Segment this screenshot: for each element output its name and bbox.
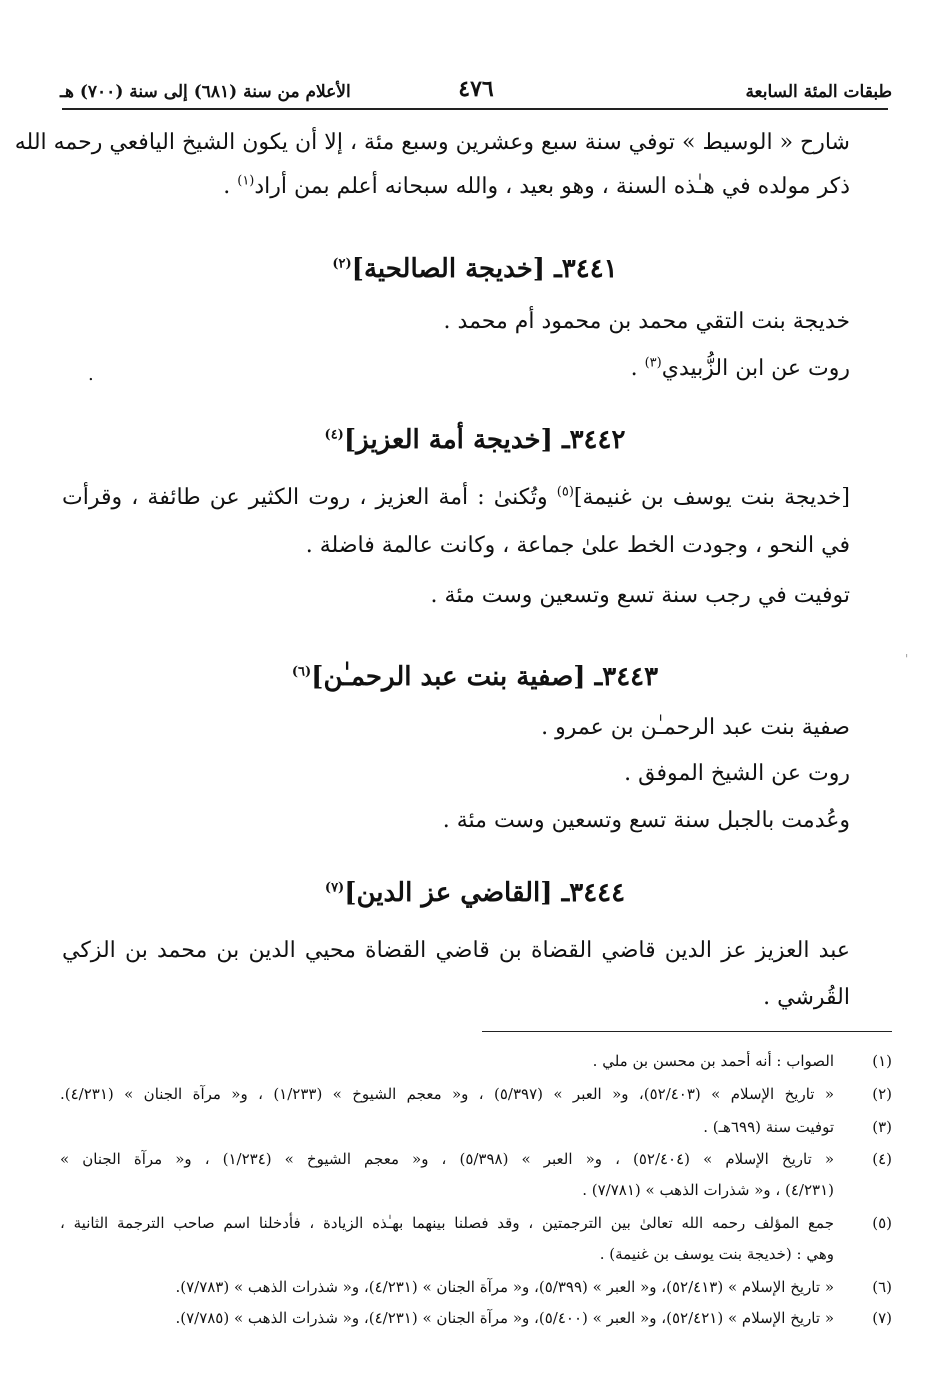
entry-title [0, 254, 950, 284]
footnote-number: (٣) [872, 1118, 892, 1136]
entry-line: القُرشي . [763, 985, 850, 1010]
footnote-text: وهي : (خديجة بنت يوسف بن غنيمة) . [599, 1245, 834, 1263]
entry-title [0, 425, 950, 455]
header-rule [62, 108, 888, 110]
footnote-number: (٢) [872, 1085, 892, 1103]
intro-line-1: شارح « الوسيط » توفي سنة سبع وعشرين وسبع مئة ، إلا أن يكون الشيخ اليافعي رحمه الله [14, 130, 850, 155]
footnote-number: (٦) [872, 1278, 892, 1296]
entry-title [0, 662, 950, 692]
intro-line-2-text: ذكر مولده في هـٰذه السنة ، وهو بعيد ، والله سبحانه أعلم بمن أراد [254, 174, 850, 199]
entry-title [0, 878, 950, 908]
footnote-text: « تاريخ الإسلام » (٥٢/٤٢١)، و« العبر » (٥/٤٠٠)، و« مرآة الجنان » (٤/٢٣١)، و« شذرات الذهب » (٧/٧٨٥). [175, 1309, 834, 1327]
entry-title-text: ٣٤٤٤ـ [القاضي عز الدين] [344, 878, 626, 908]
footnote-text: « تاريخ الإسلام » (٥٢/٤٠٣)، و« العبر » (٥/٣٩٧) ، و« معجم الشيوخ » (١/٢٣٣) ، و« مرآة الجنان » (٤/٢٣١). [60, 1085, 835, 1103]
entry-line-text: روت عن ابن الزُّبيدي [661, 356, 850, 381]
header-section-title: طبقات المئة السابعة [745, 82, 892, 102]
entry-line: توفيت في رجب سنة تسع وتسعين وست مئة . [430, 583, 850, 608]
footnote-ref: (٢) [332, 256, 352, 272]
footnote-number: (٥) [872, 1214, 892, 1232]
footnote-text: « تاريخ الإسلام » (٥٢/٤٠٤) ، و« العبر » (٥/٣٩٨) ، و« معجم الشيوخ » (١/٢٣٤) ، و« مرآة الجنان » [60, 1150, 835, 1168]
entry-title-text: ٣٤٤٣ـ [صفية بنت عبد الرحمـٰن] [311, 662, 659, 692]
entry-line [62, 484, 850, 510]
entry-line: في النحو ، وجودت الخط علىٰ جماعة ، وكانت عالمة فاضلة . [305, 533, 850, 558]
footnote-ref: (٥) [556, 484, 574, 500]
stray-mark: ' [905, 652, 909, 666]
footnote-rule [482, 1031, 892, 1032]
footnote-ref: (١) [237, 173, 255, 189]
header-volume-range: الأعلام من سنة (٦٨١) إلى سنة (٧٠٠) هـ [60, 82, 351, 102]
footnote-text: « تاريخ الإسلام » (٥٢/٤١٣)، و« العبر » (٥/٣٩٩)، و« مرآة الجنان » (٤/٢٣١)، و« شذرات الذهب » (٧/٧٨٣). [175, 1278, 834, 1296]
page-number: ٤٧٦ [458, 76, 494, 102]
intro-line-2 [62, 173, 850, 199]
footnote-ref: (٤) [324, 427, 344, 443]
entry-line: وعُدمت بالجبل سنة تسع وتسعين وست مئة . [442, 808, 850, 833]
footnote-text: الصواب : أنه أحمد بن محسن بن ملي . [592, 1052, 834, 1070]
footnote-ref: (٣) [644, 355, 662, 371]
entry-line: عبد العزيز عز الدين قاضي القضاة بن قاضي القضاة محيي الدين بن محمد بن الزكي [62, 938, 850, 963]
footnote-text: جمع المؤلف رحمه الله تعالىٰ بين الترجمتين ، وقد فصلنا بينهما بهـٰذه الزيادة ، فأدخلنا اسم صاحب الترجمة الثانية ، [60, 1214, 834, 1232]
entry-title-text: ٣٤٤١ـ [خديجة الصالحية] [351, 254, 618, 284]
entry-line-end: . [630, 356, 645, 381]
footnote-number: (٤) [872, 1150, 892, 1168]
running-header [60, 78, 892, 112]
intro-line-2-end: . [223, 174, 238, 199]
footnote-ref: (٧) [324, 880, 345, 896]
entry-line: خديجة بنت التقي محمد بن محمود أم محمد . [443, 309, 850, 334]
footnote-number: (١) [872, 1052, 892, 1070]
entry-title-text: ٣٤٤٢ـ [خديجة أمة العزيز] [343, 425, 626, 455]
stray-mark: . [88, 364, 94, 385]
entry-line-text: وتُكنىٰ : أمة العزيز ، روت الكثير عن طائفة ، وقرأت [62, 485, 557, 510]
entry-line [62, 355, 850, 381]
footnote-number: (٧) [872, 1309, 892, 1327]
footnote-text: (٤/٢٣١) ، و« شذرات الذهب » (٧/٧٨١) . [582, 1181, 834, 1199]
footnote-ref: (٦) [291, 664, 312, 680]
footnote-text: توفيت سنة (٦٩٩هـ) . [703, 1118, 834, 1136]
entry-line-text: [خديجة بنت يوسف بن غنيمة] [573, 485, 850, 510]
entry-line: صفية بنت عبد الرحمـٰن بن عمرو . [541, 715, 850, 740]
entry-line: روت عن الشيخ الموفق . [624, 761, 850, 786]
